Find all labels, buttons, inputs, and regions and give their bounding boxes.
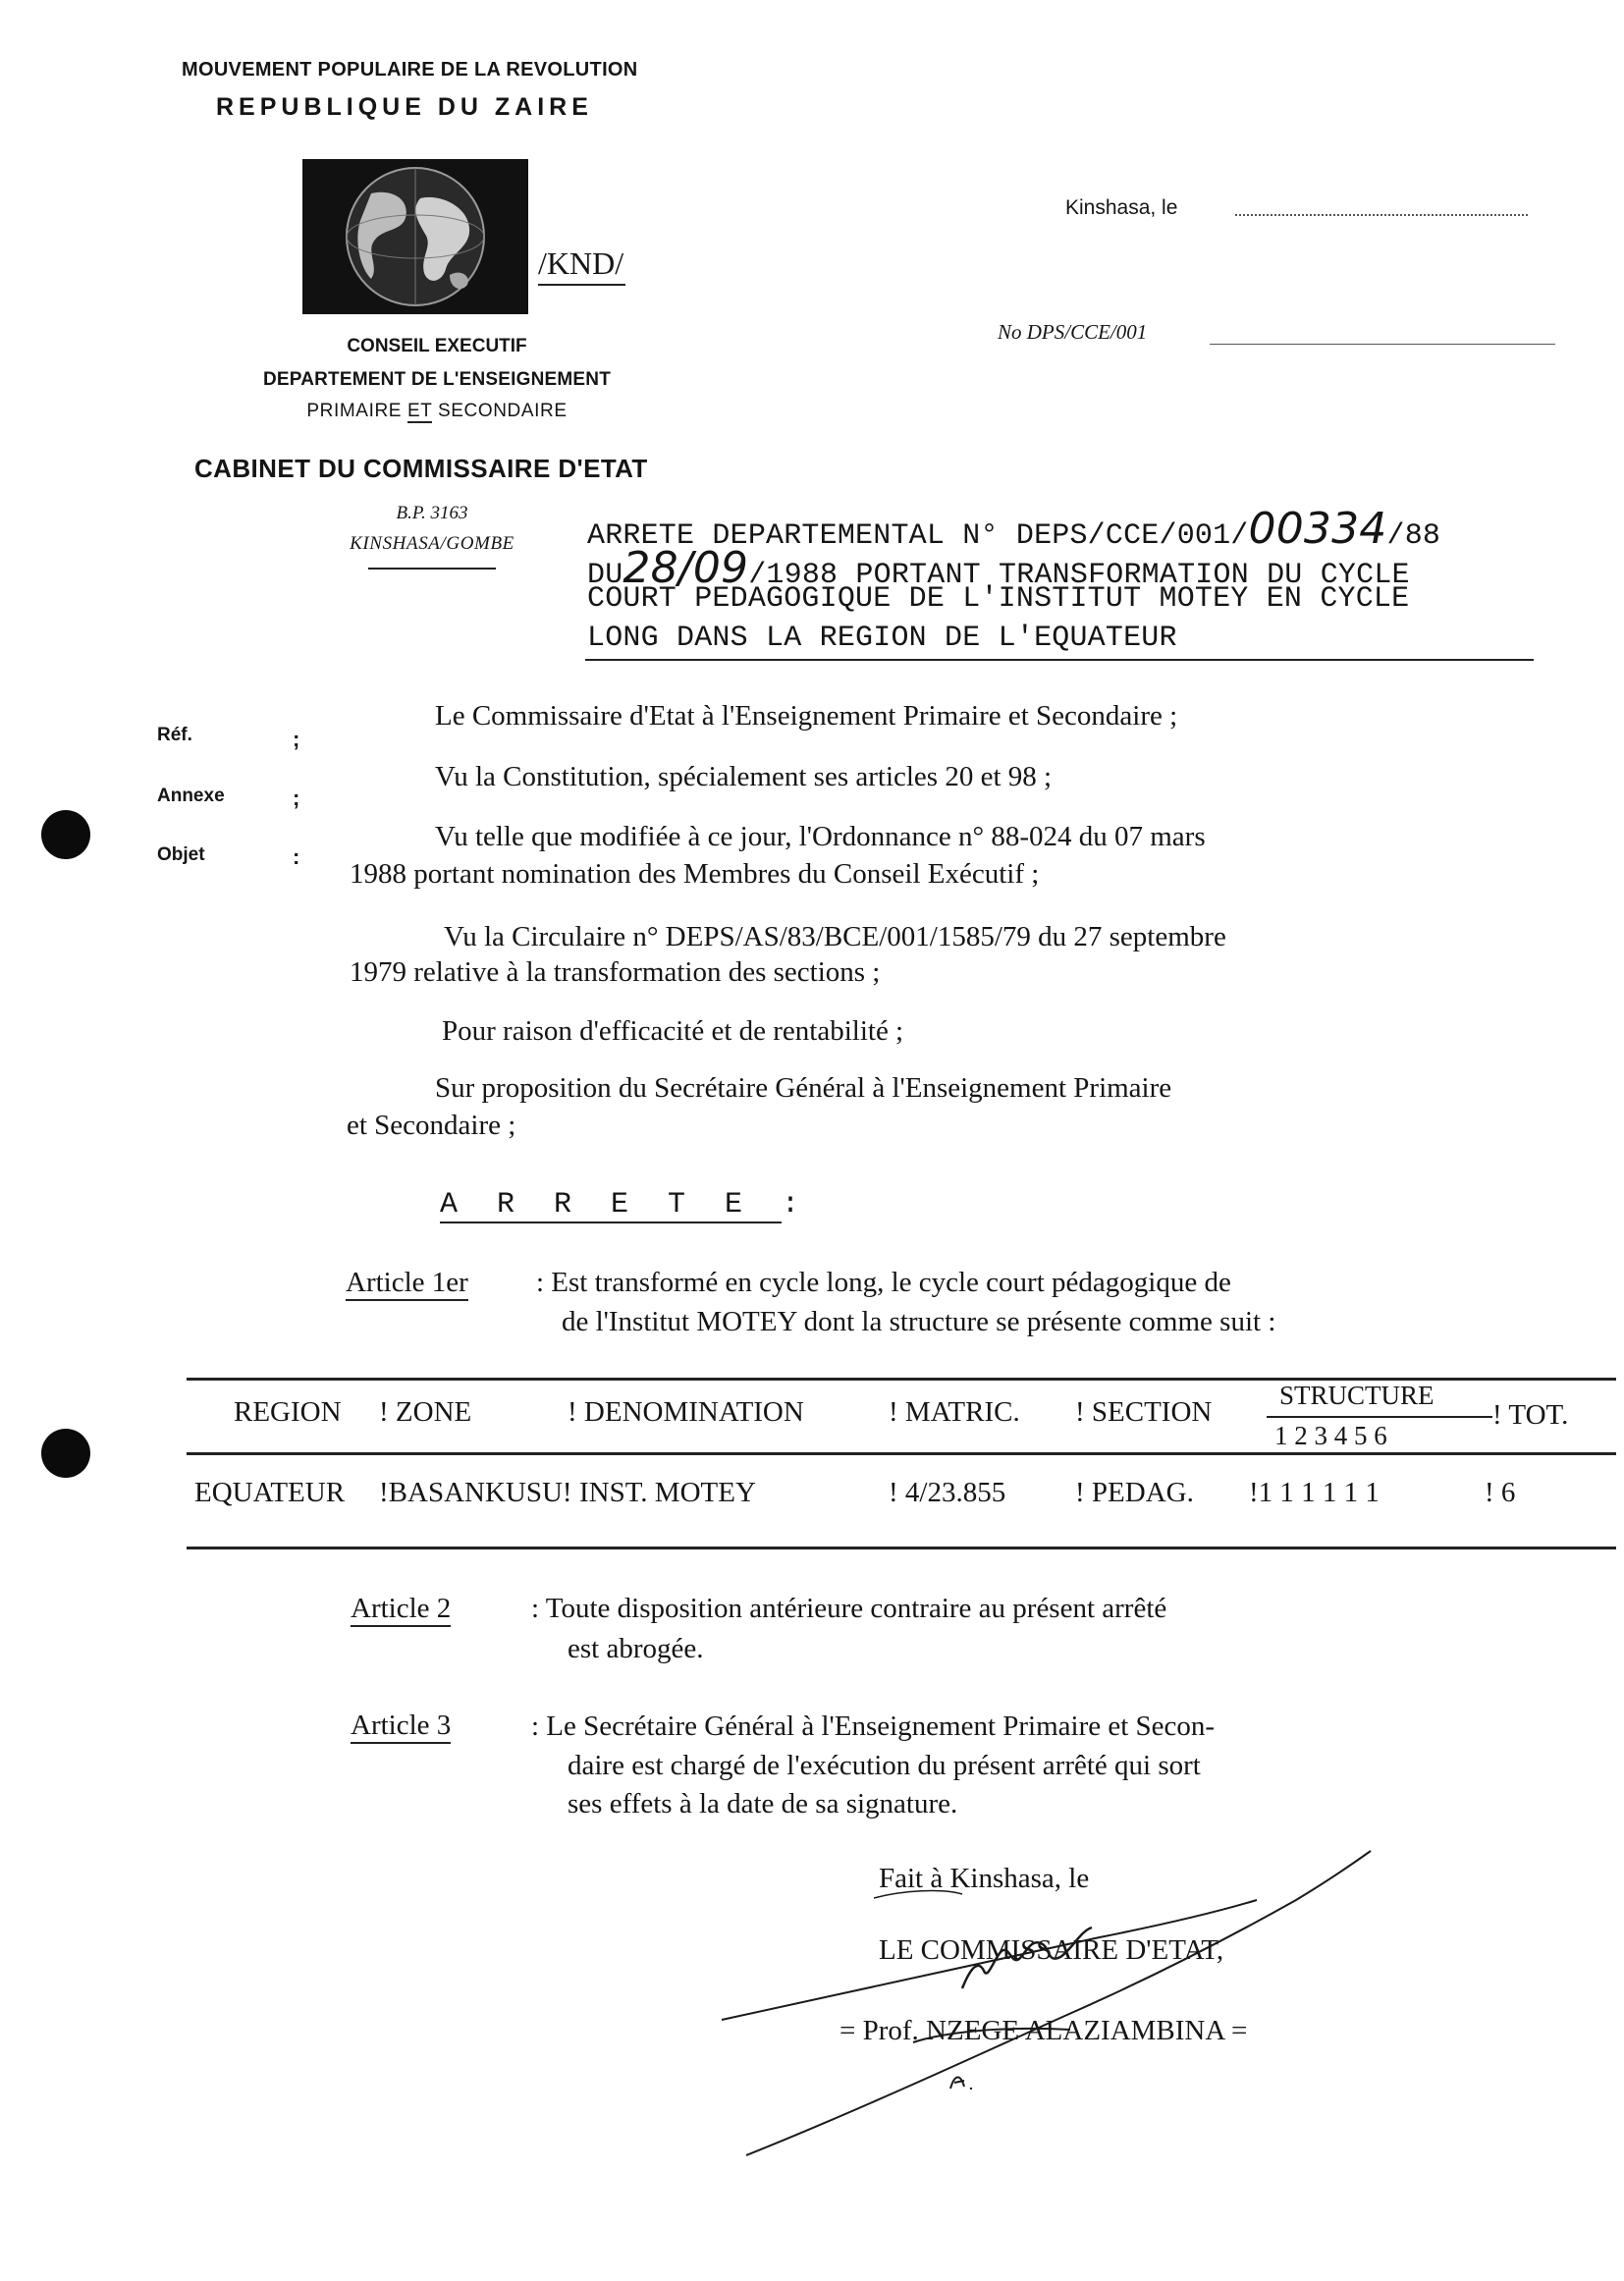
signature-name: = Prof. NZEGE ALAZIAMBINA = <box>839 2015 1248 2046</box>
article-3-label <box>351 1710 451 1742</box>
postal-box: B.P. 3163 <box>396 503 468 523</box>
article-1-line-2: de l'Institut MOTEY dont la structure se présente comme suit : <box>562 1306 1276 1337</box>
table-header-matric: ! MATRIC. <box>889 1396 1020 1428</box>
cabinet-name: CABINET DU COMMISSAIRE D'ETAT <box>194 454 648 483</box>
globe-icon <box>302 159 528 314</box>
title-year: /88 <box>1386 519 1441 553</box>
margin-objet: Objet <box>157 844 205 865</box>
table-cell-denomination: INST. MOTEY <box>579 1477 756 1508</box>
article-1-line-1: : Est transformé en cycle long, le cycle court pédagogique de <box>536 1267 1231 1298</box>
title-underline <box>585 659 1534 661</box>
national-emblem-globe <box>302 159 528 314</box>
postal-city: KINSHASA/GOMBE <box>350 533 514 554</box>
table-header-zone: ! ZONE <box>379 1396 472 1428</box>
article-2-label <box>351 1593 451 1625</box>
handwritten-number: 00334 <box>1248 504 1387 554</box>
table-header-structure: STRUCTURE <box>1279 1381 1435 1410</box>
table-header-total: ! TOT. <box>1492 1399 1569 1431</box>
article-3-line-3: ses effets à la date de sa signature. <box>568 1788 958 1819</box>
preamble-constitution: Vu la Constitution, spécialement ses articles 20 et 98 ; <box>435 761 1053 792</box>
margin-ref-colon: ; <box>293 727 300 751</box>
table-bottom-rule <box>187 1547 1616 1549</box>
preamble-ordonnance-2: 1988 portant nomination des Membres du Conseil Exécutif ; <box>350 858 1040 890</box>
table-cell-region: EQUATEUR <box>194 1477 346 1508</box>
margin-annexe-colon: ; <box>293 786 300 810</box>
title-line-3: COURT PEDAGOGIQUE DE L'INSTITUT MOTEY EN CYCLE <box>587 582 1410 616</box>
council-name: CONSEIL EXECUTIF <box>347 336 527 356</box>
table-cell-section: ! PEDAG. <box>1075 1477 1194 1508</box>
decision-heading-colon: : <box>782 1188 839 1222</box>
department-suffix: SECONDAIRE <box>432 401 568 421</box>
punch-hole <box>41 1429 90 1478</box>
article-1-label <box>346 1267 468 1299</box>
title-line-4: LONG DANS LA REGION DE L'EQUATEUR <box>587 622 1177 655</box>
margin-annexe: Annexe <box>157 786 225 806</box>
signature-place: Fait à Kinshasa, le <box>879 1863 1090 1894</box>
department-prefix: PRIMAIRE <box>306 401 407 421</box>
title-du: DU <box>587 559 623 592</box>
article-2-line-2: est abrogée. <box>568 1633 704 1664</box>
table-header-region: REGION <box>234 1396 342 1428</box>
punch-hole <box>41 810 90 859</box>
date-dotted-line <box>1235 214 1528 216</box>
title-date-suffix: /1988 PORTANT TRANSFORMATION DU CYCLE <box>748 559 1410 592</box>
table-header-structure-years: 1 2 3 4 5 6 <box>1274 1421 1387 1450</box>
place-date-label: Kinshasa, le <box>1065 196 1178 219</box>
document-number-label: No DPS/CCE/001 <box>998 320 1148 344</box>
signature-role: LE COMMISSAIRE D'ETAT, <box>879 1934 1224 1966</box>
decision-heading-word: ARRETE <box>440 1188 783 1222</box>
handwritten-signature <box>707 1821 1394 2175</box>
article-3-label-text: Article 3 <box>351 1710 451 1744</box>
preamble-proposition-1: Sur proposition du Secrétaire Général à l'Enseignement Primaire <box>435 1072 1172 1104</box>
preamble-commissioner: Le Commissaire d'Etat à l'Enseignement Primaire et Secondaire ; <box>435 700 1178 732</box>
preamble-ordonnance-1: Vu telle que modifiée à ce jour, l'Ordonnance n° 88-024 du 07 mars <box>435 821 1206 852</box>
table-cell-zone: !BASANKUSU! <box>379 1477 572 1508</box>
article-3-line-1: : Le Secrétaire Général à l'Enseignement Primaire et Secon- <box>531 1711 1216 1742</box>
margin-ref: Réf. <box>157 725 192 745</box>
table-cell-total: ! 6 <box>1485 1477 1516 1508</box>
table-cell-structure: !1 1 1 1 1 1 <box>1249 1477 1380 1508</box>
preamble-proposition-2: et Secondaire ; <box>347 1110 516 1141</box>
structure-divider <box>1267 1416 1492 1418</box>
reference-code: /KND/ <box>538 245 625 286</box>
department-et: ET <box>406 401 433 421</box>
department-name-2 <box>226 401 648 422</box>
preamble-efficacite: Pour raison d'efficacité et de rentabilité ; <box>442 1015 904 1047</box>
movement-name: MOUVEMENT POPULAIRE DE LA REVOLUTION <box>182 59 638 81</box>
document-number-line <box>1210 344 1555 345</box>
margin-objet-colon: : <box>293 844 300 869</box>
article-2-line-1: : Toute disposition antérieure contraire au présent arrêté <box>531 1593 1167 1624</box>
table-header-denomination: ! DENOMINATION <box>568 1396 804 1428</box>
article-1-label-text: Article 1er <box>346 1267 468 1301</box>
department-name: DEPARTEMENT DE L'ENSEIGNEMENT <box>262 369 612 390</box>
handwritten-date: 28/09 <box>623 543 749 593</box>
preamble-circulaire-2: 1979 relative à la transformation des sections ; <box>350 956 881 988</box>
title-prefix: ARRETE DEPARTEMENTAL N° DEPS/CCE/001/ <box>587 519 1249 553</box>
decision-heading <box>440 1188 839 1222</box>
table-header-section: ! SECTION <box>1075 1396 1213 1428</box>
article-3-line-2: daire est chargé de l'exécution du présent arrêté qui sort <box>568 1750 1201 1781</box>
postal-underline <box>368 568 496 570</box>
table-header-rule <box>187 1452 1616 1455</box>
republic-name: REPUBLIQUE DU ZAIRE <box>216 93 593 121</box>
table-cell-matric: ! 4/23.855 <box>889 1477 1006 1508</box>
preamble-circulaire-1: Vu la Circulaire n° DEPS/AS/83/BCE/001/1585/79 du 27 septembre <box>444 921 1226 952</box>
article-2-label-text: Article 2 <box>351 1593 451 1627</box>
